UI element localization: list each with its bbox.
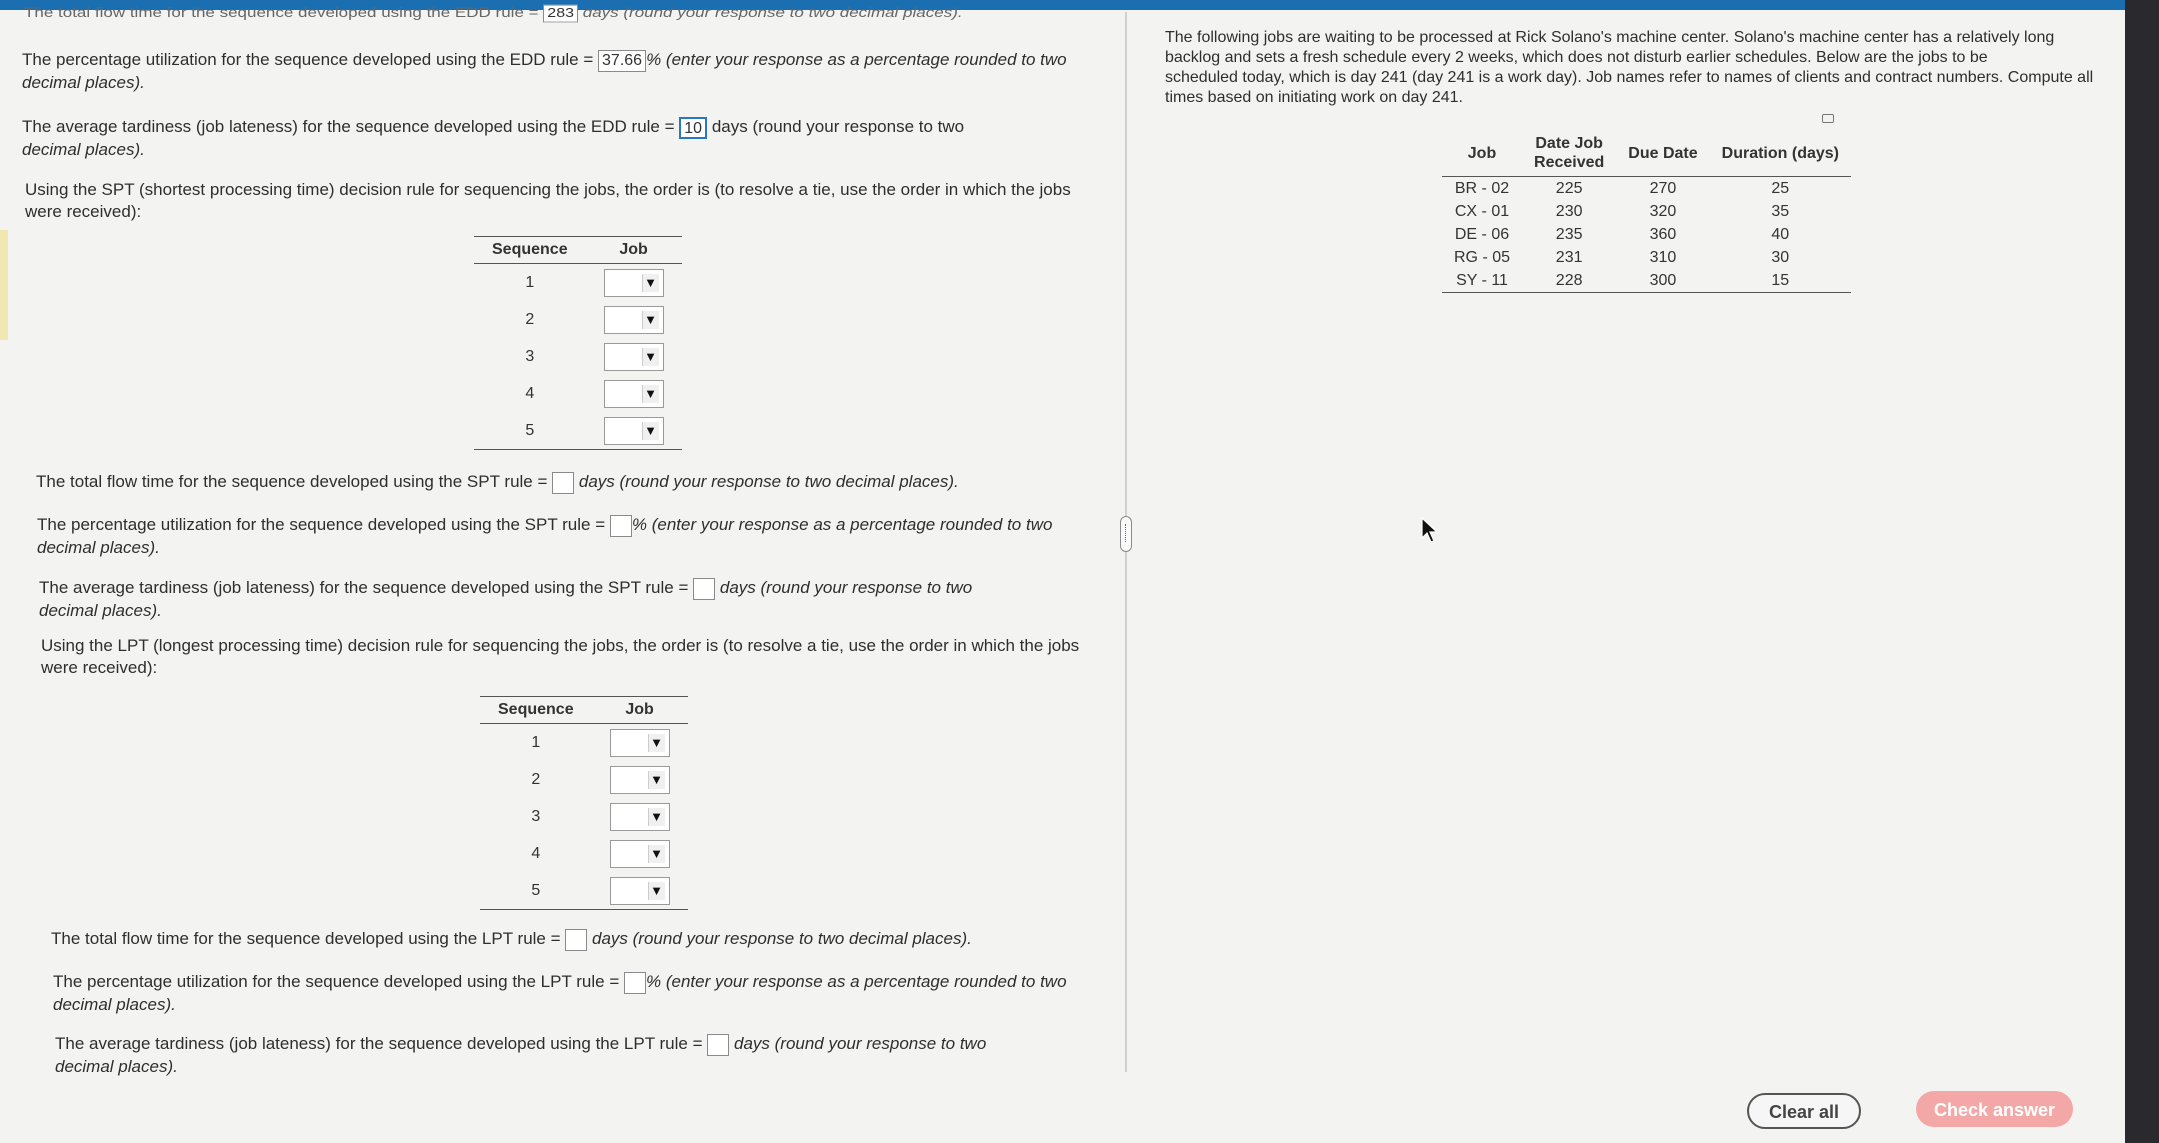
- table-row: [1442, 200, 1851, 223]
- spt-job-dropdown-3[interactable]: [604, 343, 664, 371]
- lpt-job-dropdown-2[interactable]: [610, 766, 670, 794]
- lpt-flow-line: [51, 928, 972, 951]
- lpt-intro: [41, 635, 1079, 679]
- dropdown-arrow-icon: ▼: [648, 845, 665, 863]
- lpt-flow-input[interactable]: [565, 929, 587, 951]
- problem-text-1: The following jobs are waiting to be processed at Rick Solano's machine center. Solano's machine center has a relatively long: [1165, 29, 2055, 46]
- table-row: [480, 798, 688, 835]
- lpt-utilization-line: [53, 971, 1067, 1016]
- lpt-job-dropdown-5[interactable]: [610, 877, 670, 905]
- lpt-util-suffix: % (enter your response as a percentage rounded to two: [646, 972, 1067, 991]
- spt-flow-prefix: The total flow time for the sequence developed using the SPT rule =: [36, 472, 548, 491]
- lpt-utilization-input[interactable]: [624, 972, 646, 994]
- spt-intro: [25, 179, 1071, 223]
- lpt-util-suffix2: decimal places).: [53, 994, 176, 1014]
- lpt-intro-text2: were received):: [41, 658, 158, 677]
- lpt-job-dropdown-4[interactable]: [610, 840, 670, 868]
- spt-util-suffix2: decimal places).: [37, 537, 160, 557]
- lpt-tardiness-input[interactable]: [707, 1034, 729, 1056]
- spt-flow-line: [36, 471, 959, 494]
- clipped-text: The total flow time for the sequence developed using the EDD rule =: [24, 4, 539, 20]
- problem-statement: [1165, 28, 2093, 108]
- edd-util-suffix: % (enter your response as a percentage rounded to two: [646, 50, 1067, 69]
- table-row: [480, 835, 688, 872]
- lpt-flow-suffix: days (round your response to two decimal places).: [592, 929, 972, 948]
- job-due: 310: [1649, 248, 1677, 266]
- spt-job-dropdown-4[interactable]: [604, 380, 664, 408]
- dropdown-arrow-icon: ▼: [648, 771, 665, 789]
- spt-util-suffix: % (enter your response as a percentage rounded to two: [631, 515, 1053, 534]
- spt-intro-text2: were received):: [25, 202, 142, 221]
- table-row: [480, 761, 688, 798]
- dropdown-arrow-icon: ▼: [648, 734, 665, 752]
- job-name: SY - 11: [1442, 269, 1522, 293]
- lpt-tardiness-line: [55, 1033, 986, 1078]
- lpt-util-prefix: The percentage utilization for the sequence developed using the LPT rule =: [53, 972, 620, 991]
- seq-number: 2: [525, 310, 535, 328]
- spt-tard-suffix: days (round your response to two: [719, 578, 973, 597]
- dropdown-arrow-icon: ▼: [642, 385, 659, 403]
- spt-tardiness-input[interactable]: [693, 578, 715, 600]
- job-received: 230: [1555, 202, 1583, 220]
- spt-col-job: Job: [586, 237, 682, 264]
- seq-number: 3: [531, 807, 541, 825]
- edd-tard-suffix: days (round your response to two: [711, 117, 965, 136]
- table-row: [474, 301, 682, 338]
- spt-flow-input[interactable]: [552, 472, 574, 494]
- job-received: 228: [1522, 269, 1616, 293]
- table-row: [1442, 223, 1851, 246]
- spt-utilization-line: [37, 514, 1052, 559]
- job-received: 225: [1555, 179, 1583, 197]
- dropdown-arrow-icon: ▼: [642, 274, 659, 292]
- job-due: 270: [1649, 179, 1677, 197]
- job-due: 300: [1616, 269, 1709, 293]
- edd-utilization-input[interactable]: 37.66: [598, 50, 646, 72]
- spt-util-prefix: The percentage utilization for the sequence developed using the SPT rule =: [37, 515, 606, 534]
- col-received-line1: Date Job: [1535, 135, 1603, 152]
- spt-flow-suffix: days (round your response to two decimal places).: [578, 472, 959, 491]
- lpt-tard-prefix: The average tardiness (job lateness) for the sequence developed using the LPT rule =: [55, 1034, 703, 1053]
- edd-util-suffix2: decimal places).: [22, 72, 145, 92]
- job-duration: 15: [1710, 269, 1851, 293]
- edd-flow-input[interactable]: 283: [543, 4, 578, 22]
- table-row: [1442, 177, 1851, 201]
- job-duration: 35: [1771, 202, 1790, 220]
- dropdown-arrow-icon: ▼: [648, 882, 665, 900]
- check-answer-button[interactable]: Check answer: [1916, 1091, 2073, 1127]
- job-due: 320: [1649, 202, 1677, 220]
- seq-number: 4: [531, 844, 541, 862]
- job-received: 231: [1555, 248, 1583, 266]
- job-received: 235: [1555, 225, 1583, 243]
- dropdown-arrow-icon: ▼: [642, 311, 659, 329]
- table-row: [1442, 269, 1851, 293]
- lpt-sequence-table: [480, 696, 688, 910]
- table-row: [474, 338, 682, 375]
- col-received: [1522, 130, 1616, 177]
- col-received-line2: Received: [1534, 154, 1605, 171]
- spt-job-dropdown-1[interactable]: [604, 269, 664, 297]
- seq-number: 1: [531, 733, 541, 751]
- jobs-table: [1442, 130, 1851, 293]
- table-row: [474, 412, 682, 450]
- col-duration: Duration (days): [1710, 130, 1851, 177]
- seq-number: 2: [531, 770, 541, 788]
- col-due: Due Date: [1616, 130, 1709, 177]
- spt-sequence-table: [474, 236, 682, 450]
- job-due: 360: [1649, 225, 1677, 243]
- clear-all-button[interactable]: Clear all: [1747, 1093, 1861, 1129]
- table-row: [1442, 246, 1851, 269]
- lpt-tard-suffix: days (round your response to two: [733, 1034, 987, 1053]
- edd-tardiness-input[interactable]: 10: [679, 117, 707, 139]
- seq-number: 4: [525, 384, 535, 402]
- lpt-flow-prefix: The total flow time for the sequence developed using the LPT rule =: [51, 929, 561, 948]
- problem-text-3: scheduled today, which is day 241 (day 241 is a work day). Job names refer to names of clients and contract numbers. Compute all: [1165, 69, 2094, 86]
- edd-tardiness-line: [22, 116, 964, 161]
- table-row: [480, 872, 688, 910]
- table-row: [480, 724, 688, 762]
- clipped-suffix: days (round your response to two decimal places).: [582, 4, 963, 20]
- window-frame-edge: [2125, 0, 2142, 1143]
- job-name: RG - 05: [1454, 248, 1511, 266]
- spt-job-dropdown-2[interactable]: [604, 306, 664, 334]
- edd-tard-prefix: The average tardiness (job lateness) for the sequence developed using the EDD rule =: [22, 117, 675, 136]
- job-duration: 25: [1771, 179, 1790, 197]
- edd-util-prefix: The percentage utilization for the sequence developed using the EDD rule =: [22, 50, 594, 69]
- job-name: CX - 01: [1454, 202, 1510, 220]
- col-job: Job: [1442, 130, 1522, 177]
- lpt-job-dropdown-1[interactable]: [610, 729, 670, 757]
- spt-tard-prefix: The average tardiness (job lateness) for the sequence developed using the SPT rule =: [39, 578, 689, 597]
- lpt-col-sequence: Sequence: [480, 697, 592, 724]
- spt-job-dropdown-5[interactable]: [604, 417, 664, 445]
- seq-number: 3: [525, 347, 535, 365]
- job-duration: 40: [1771, 225, 1790, 243]
- seq-number: 1: [525, 273, 535, 291]
- mouse-cursor-icon: [1420, 516, 1440, 544]
- problem-text-4: times based on initiating work on day 241.: [1165, 89, 1463, 106]
- dropdown-arrow-icon: ▼: [642, 348, 659, 366]
- seq-number: 5: [480, 872, 592, 910]
- expand-icon[interactable]: [1822, 114, 1834, 123]
- spt-utilization-input[interactable]: [610, 515, 632, 537]
- seq-number: 5: [474, 412, 586, 450]
- lpt-job-dropdown-3[interactable]: [610, 803, 670, 831]
- dropdown-arrow-icon: ▼: [648, 808, 665, 826]
- lpt-tard-suffix2: decimal places).: [55, 1056, 178, 1076]
- table-row: [474, 375, 682, 412]
- problem-text-2: backlog and sets a fresh schedule every 2 weeks, which does not disturb earlier schedules. Below are the jobs to be: [1165, 49, 1988, 66]
- lpt-intro-text: Using the LPT (longest processing time) decision rule for sequencing the jobs, the order is (to resolve a tie, use the order in which the jobs: [41, 636, 1080, 655]
- lpt-col-job: Job: [592, 697, 688, 724]
- spt-tardiness-line: [39, 577, 972, 622]
- edd-utilization-line: [22, 49, 1067, 94]
- job-name: BR - 02: [1454, 179, 1510, 197]
- edd-tard-suffix2: decimal places).: [22, 139, 145, 159]
- dropdown-arrow-icon: ▼: [642, 422, 659, 440]
- spt-tard-suffix2: decimal places).: [39, 600, 162, 620]
- job-name: DE - 06: [1454, 225, 1510, 243]
- job-duration: 30: [1771, 248, 1790, 266]
- clipped-edd-flow-line: [24, 4, 963, 22]
- spt-col-sequence: Sequence: [474, 237, 586, 264]
- table-row: [474, 264, 682, 302]
- spt-intro-text: Using the SPT (shortest processing time) decision rule for sequencing the jobs, the order is (to resolve a tie, use the order in which the jobs: [25, 180, 1071, 199]
